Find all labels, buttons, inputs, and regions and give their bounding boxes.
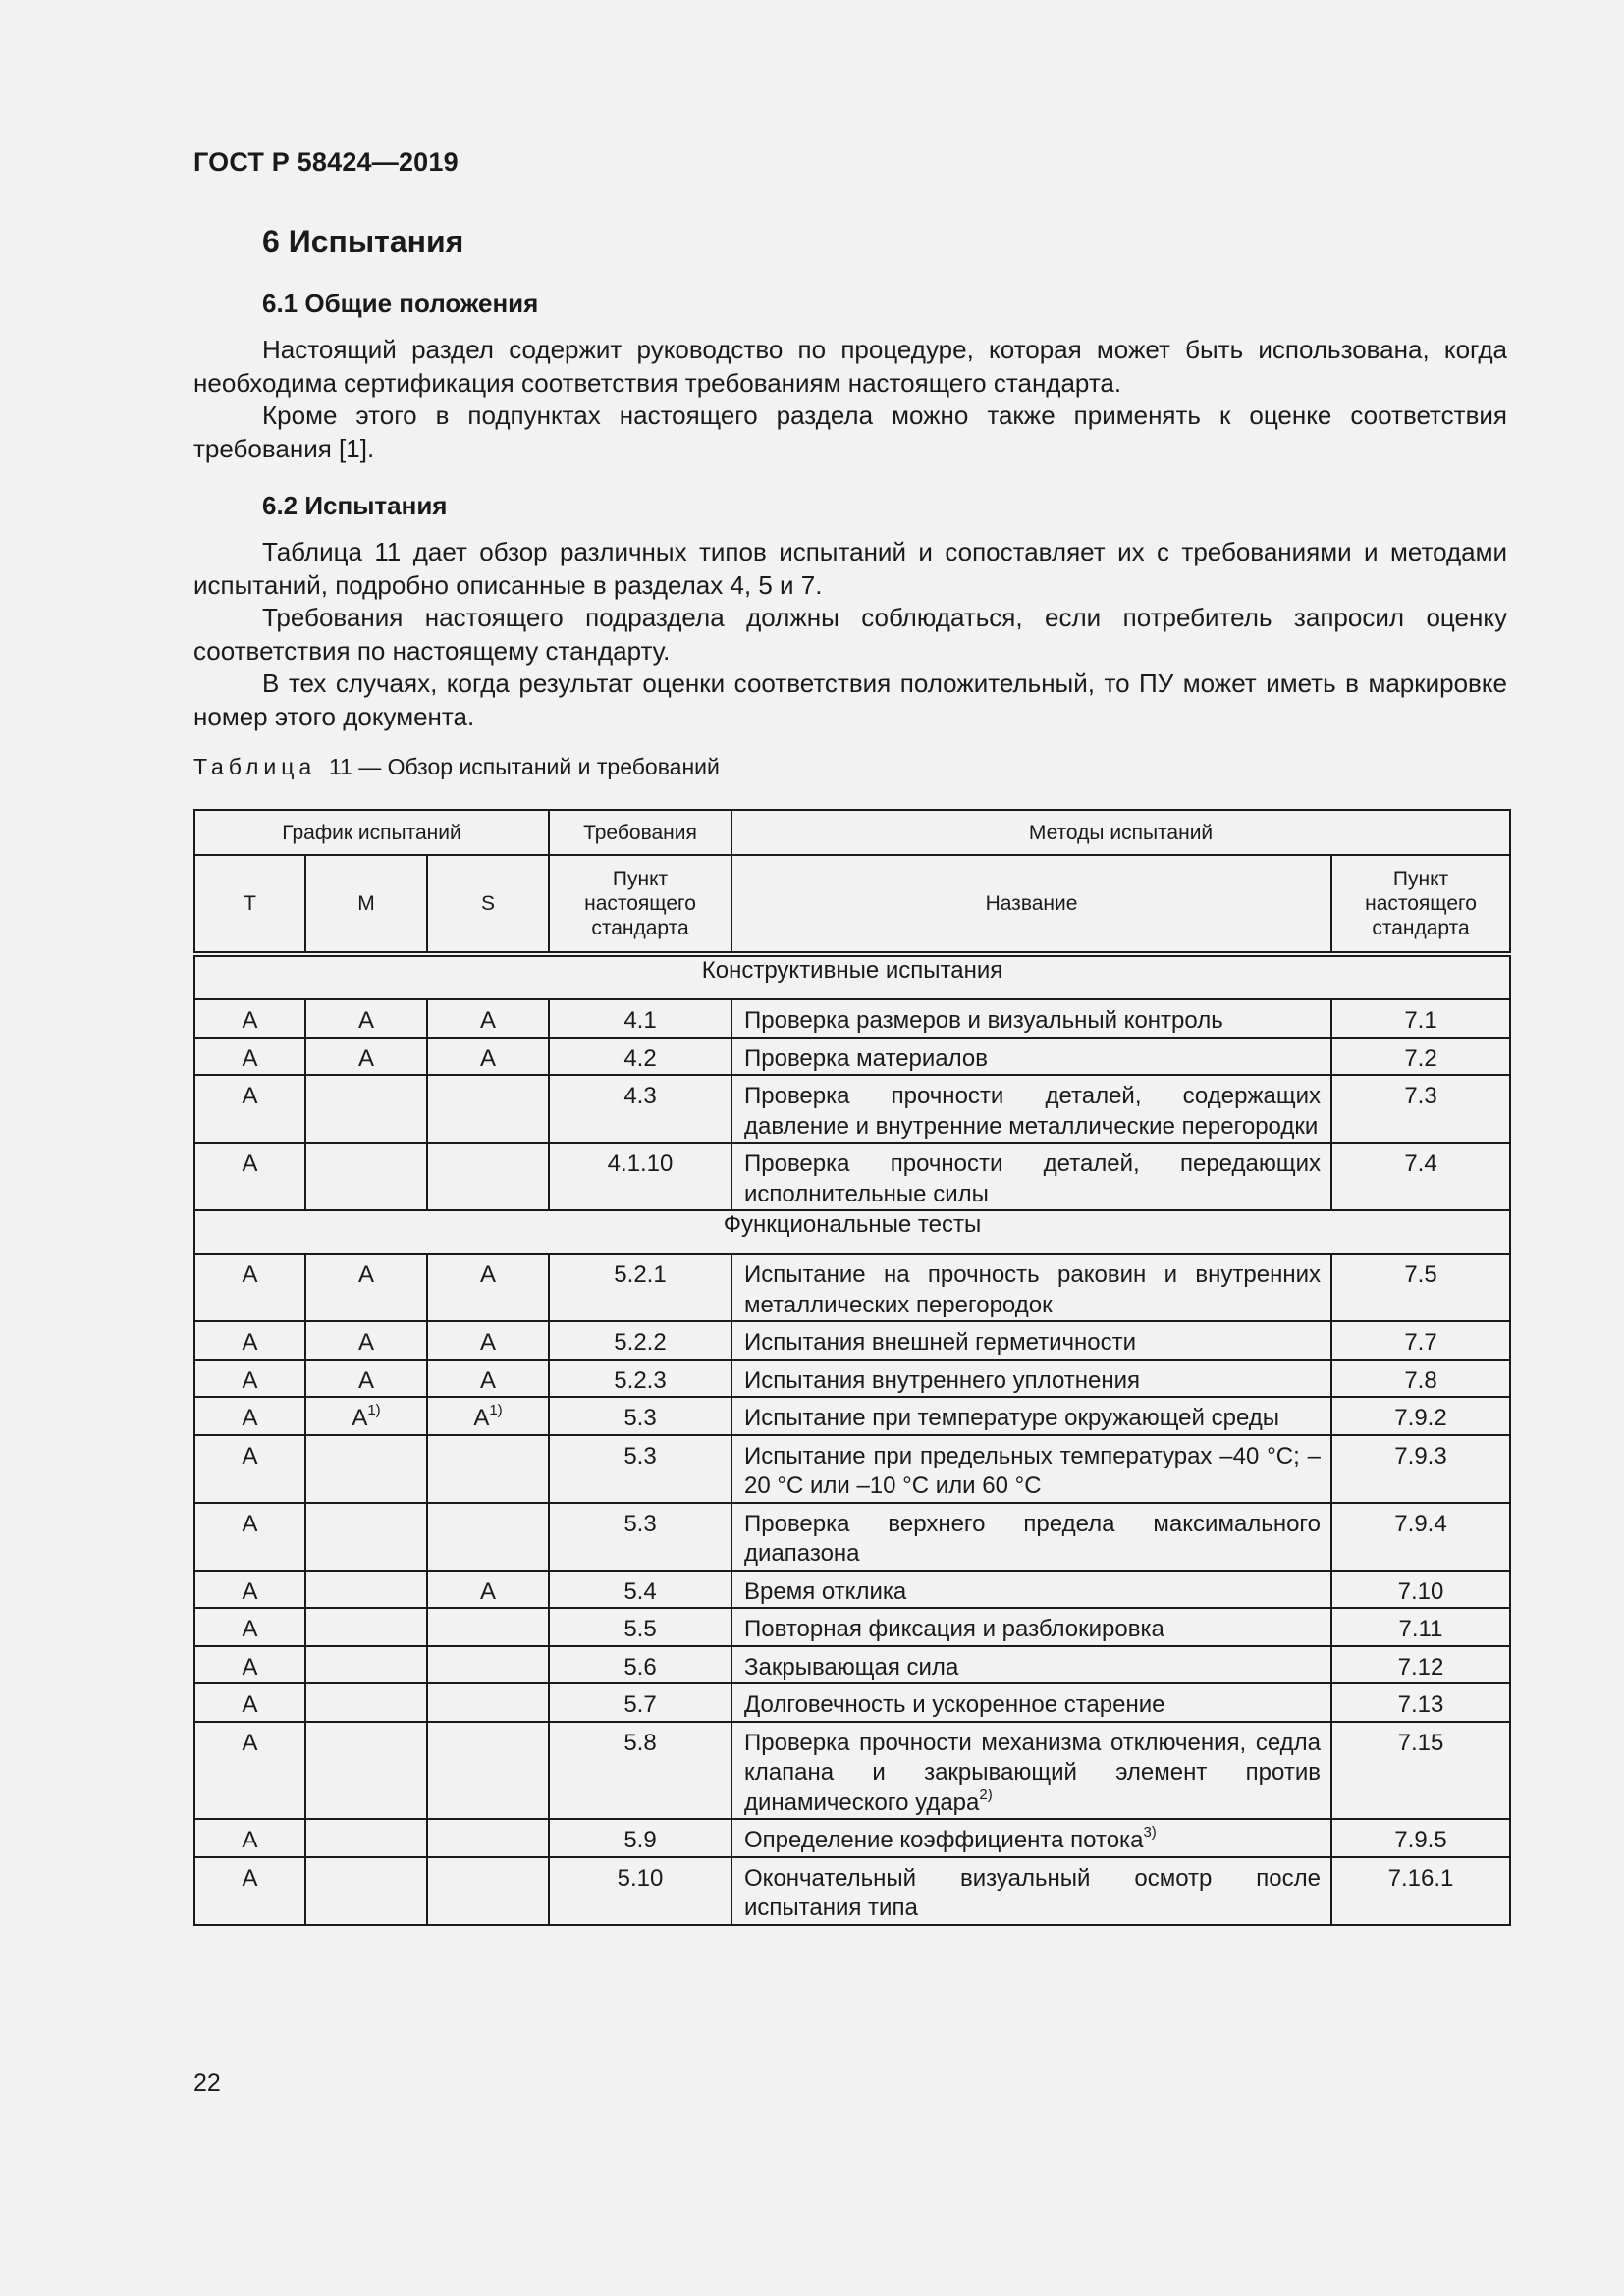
cell-m [305,1038,427,1076]
cell-t [194,1503,305,1571]
cell-requirement-clause [549,1683,731,1722]
paragraph: Таблица 11 дает обзор различных типов испытаний и сопоставляет их с требованиями и методами испытаний, подробно описанные в разделах 4, 5 и 7. [193,537,1507,600]
cell-s-text: A [479,1577,496,1605]
cell-t-text: A [242,1827,258,1853]
cell-s [427,1503,549,1571]
cell-requirement-clause [549,1038,731,1076]
cell-method-clause-text: 7.13 [1397,1691,1444,1718]
cell-method-name [731,1397,1331,1435]
table-row [194,1722,1510,1820]
document-id: ГОСТ Р 58424—2019 [193,147,459,177]
cell-method-clause-text: 7.3 [1404,1083,1437,1109]
table-row [194,1321,1510,1360]
cell-s [427,1075,549,1143]
header-m: M [305,855,427,954]
cell-s [427,1435,549,1503]
footnote-ref: 1) [489,1402,503,1418]
cell-method-clause [1331,1360,1510,1398]
footnote-ref: 1) [367,1402,381,1418]
table-row [194,1075,1510,1143]
cell-m [305,1683,427,1722]
table-caption-text: 11 — Обзор испытаний и требований [328,754,720,779]
cell-m [305,1397,427,1435]
cell-method-name [731,1503,1331,1571]
header-clause-methods: Пункт настоящего стандарта [1331,855,1510,954]
cell-s [427,1608,549,1646]
cell-m-text: A [357,1261,374,1288]
cell-m [305,1321,427,1360]
cell-method-name-text: Испытание при предельных температурах –40 °C; –20 °C или –10 °C или 60 °C [744,1442,1321,1499]
cell-requirement-clause [549,1608,731,1646]
cell-s [427,1571,549,1609]
cell-method-clause-text: 7.9.3 [1394,1442,1447,1469]
cell-s [427,1360,549,1398]
cell-t-text: A [242,1366,258,1394]
cell-m [305,1819,427,1857]
header-t: T [194,855,305,954]
table-caption-label: Таблица [193,754,317,779]
cell-method-name-text: Испытание на прочность раковин и внутренних металлических перегородок [744,1261,1321,1318]
cell-t-text: A [242,1442,258,1469]
cell-requirement-clause-text: 5.2.3 [614,1366,667,1394]
cell-t [194,1722,305,1820]
cell-requirement-clause [549,1321,731,1360]
cell-method-name-text: Проверка размеров и визуальный контроль [744,1007,1223,1034]
cell-method-clause [1331,1571,1510,1609]
table-body [194,954,1510,1925]
table-row [194,1608,1510,1646]
cell-method-clause-text: 7.10 [1397,1577,1444,1605]
cell-t [194,1571,305,1609]
cell-method-name-text: Испытания внутреннего уплотнения [744,1366,1141,1394]
paragraph: Кроме этого в подпунктах настоящего раздела можно также применять к оценке соответствия требования [1]. [193,400,1507,463]
cell-t [194,1038,305,1076]
cell-requirement-clause [549,1254,731,1321]
cell-requirement-clause-text: 5.4 [623,1577,657,1605]
cell-t [194,1360,305,1398]
cell-s-text: A [479,1261,496,1288]
cell-requirement-clause-text: 5.2.2 [614,1329,667,1356]
cell-requirement-clause-text: 5.3 [623,1442,657,1469]
header-s: S [427,855,549,954]
cell-method-name-text: Проверка верхнего предела максимального диапазона [744,1510,1321,1567]
cell-method-name-text: Окончательный визуальный осмотр после испытания типа [744,1864,1321,1921]
table-row [194,1143,1510,1210]
header-name: Название [731,855,1331,954]
cell-requirement-clause-text: 4.1.10 [607,1150,674,1177]
subsection-title-general: 6.1 Общие положения [262,289,539,318]
cell-method-clause-text: 7.4 [1404,1150,1437,1177]
cell-method-name-text: Испытание при температуре окружающей среды [744,1405,1280,1431]
cell-requirement-clause-text: 5.5 [623,1616,657,1642]
cell-m-text: A [357,1044,374,1072]
paragraph: Требования настоящего подраздела должны соблюдаться, если потребитель запросил оценку соответствия по настоящему стандарту. [193,603,1507,666]
cell-m-text: A [357,1329,374,1356]
cell-method-name [731,1683,1331,1722]
cell-m [305,1143,427,1210]
cell-requirement-clause [549,1075,731,1143]
cell-method-clause [1331,1819,1510,1857]
cell-s [427,1254,549,1321]
cell-requirement-clause [549,1646,731,1684]
cell-method-clause-text: 7.9.5 [1394,1827,1447,1853]
cell-method-name-text: Определение коэффициента потока [744,1827,1144,1853]
cell-m [305,1435,427,1503]
cell-requirement-clause [549,1857,731,1925]
cell-method-name-text: Проверка прочности механизма отключения, седла клапана и закрывающий элемент против динамического удара [744,1729,1321,1816]
cell-method-clause [1331,1075,1510,1143]
cell-method-clause [1331,1435,1510,1503]
cell-s [427,1722,549,1820]
table-row [194,1503,1510,1571]
cell-requirement-clause [549,1143,731,1210]
cell-method-clause-text: 7.1 [1404,1007,1437,1034]
cell-t [194,999,305,1038]
table-row [194,1646,1510,1684]
cell-t-text: A [242,1510,258,1537]
cell-method-clause [1331,1646,1510,1684]
table-row [194,1571,1510,1609]
cell-m [305,1571,427,1609]
footnote-ref: 3) [1143,1824,1157,1841]
cell-s [427,1819,549,1857]
cell-method-clause-text: 7.9.4 [1394,1510,1447,1537]
table-row [194,1254,1510,1321]
cell-t [194,1075,305,1143]
table-group-row [194,1210,1510,1254]
table-group-title: Функциональные тесты [194,1210,1510,1254]
cell-t-text: A [242,1653,258,1681]
cell-s [427,1857,549,1925]
cell-method-name-text: Проверка прочности деталей, передающих исполнительные силы [744,1150,1321,1207]
cell-method-name [731,1857,1331,1925]
cell-requirement-clause [549,1722,731,1820]
cell-method-name [731,1435,1331,1503]
table-row [194,1683,1510,1722]
cell-method-clause [1331,1683,1510,1722]
cell-method-name-text: Проверка прочности деталей, содержащих давление и внутренние металлические перегородки [744,1083,1321,1140]
tests-table [193,809,1511,1926]
cell-t [194,1254,305,1321]
cell-s [427,1397,549,1435]
table-row [194,1435,1510,1503]
cell-s-text: A [479,1007,496,1034]
cell-t [194,1397,305,1435]
cell-s-text: A [473,1405,490,1431]
cell-method-clause [1331,999,1510,1038]
cell-requirement-clause [549,1819,731,1857]
header-clause-requirements: Пункт настоящего стандарта [549,855,731,954]
cell-method-clause-text: 7.15 [1397,1729,1444,1756]
cell-method-name-text: Долговечность и ускоренное старение [744,1691,1165,1718]
paragraph: Настоящий раздел содержит руководство по процедуре, которая может быть использована, когда необходима сертификация соответствия требованиям настоящего стандарта. [193,335,1507,398]
cell-requirement-clause-text: 4.2 [623,1044,657,1072]
cell-requirement-clause [549,999,731,1038]
cell-requirement-clause-text: 5.8 [623,1729,657,1756]
table-group-row [194,954,1510,999]
cell-t-text: A [242,1007,258,1034]
table-row [194,1857,1510,1925]
cell-s [427,1683,549,1722]
cell-t-text: A [242,1577,258,1605]
cell-m [305,1608,427,1646]
table-row [194,1397,1510,1435]
cell-method-name [731,1819,1331,1857]
cell-s [427,1646,549,1684]
cell-method-clause [1331,1503,1510,1571]
cell-t-text: A [242,1616,258,1642]
cell-t-text: A [242,1329,258,1356]
cell-method-clause-text: 7.11 [1398,1616,1443,1642]
cell-requirement-clause-text: 5.6 [623,1653,657,1681]
cell-s [427,999,549,1038]
cell-m-text: A [357,1366,374,1394]
cell-method-name [731,999,1331,1038]
cell-method-name-text: Проверка материалов [744,1044,989,1072]
cell-t [194,1435,305,1503]
cell-method-clause-text: 7.2 [1404,1044,1437,1072]
cell-requirement-clause [549,1571,731,1609]
cell-method-clause [1331,1254,1510,1321]
cell-requirement-clause-text: 5.9 [623,1827,657,1853]
cell-t [194,1321,305,1360]
cell-t-text: A [242,1729,258,1756]
cell-s [427,1143,549,1210]
cell-method-name [731,1360,1331,1398]
page-number: 22 [193,2069,221,2097]
cell-m [305,999,427,1038]
cell-t-text: A [242,1044,258,1072]
header-schedule: График испытаний [194,810,549,855]
table-row [194,1819,1510,1857]
cell-method-name-text: Закрывающая сила [744,1653,959,1681]
cell-s-text: A [479,1366,496,1394]
cell-m [305,1857,427,1925]
cell-m [305,1360,427,1398]
table-row [194,1038,1510,1076]
cell-method-clause-text: 7.5 [1404,1261,1437,1288]
cell-m [305,1075,427,1143]
footnote-ref: 2) [979,1786,993,1803]
cell-requirement-clause [549,1503,731,1571]
cell-s [427,1038,549,1076]
cell-method-name-text: Испытания внешней герметичности [744,1329,1137,1356]
table-group-title: Конструктивные испытания [194,954,1510,999]
cell-method-clause [1331,1608,1510,1646]
cell-t-text: A [242,1261,258,1288]
cell-t [194,1646,305,1684]
cell-t-text: A [242,1864,258,1892]
table-row [194,999,1510,1038]
cell-method-name [731,1143,1331,1210]
cell-method-name [731,1571,1331,1609]
cell-m [305,1503,427,1571]
paragraph: В тех случаях, когда результат оценки соответствия положительный, то ПУ может иметь в маркировке номер этого документа. [193,668,1507,731]
cell-method-name [731,1038,1331,1076]
cell-method-clause [1331,1397,1510,1435]
cell-requirement-clause-text: 5.10 [617,1864,664,1892]
cell-method-clause [1331,1722,1510,1820]
cell-requirement-clause-text: 5.3 [623,1510,657,1537]
cell-requirement-clause-text: 4.1 [623,1007,657,1034]
cell-t [194,1857,305,1925]
cell-method-clause [1331,1143,1510,1210]
cell-requirement-clause [549,1397,731,1435]
cell-method-name [731,1722,1331,1820]
cell-method-name [731,1075,1331,1143]
cell-method-name-text: Время отклика [744,1577,907,1605]
cell-s-text: A [479,1044,496,1072]
cell-t-text: A [242,1405,258,1431]
cell-m [305,1722,427,1820]
section-title: 6 Испытания [262,224,464,259]
cell-t-text: A [242,1083,258,1109]
cell-t-text: A [242,1150,258,1177]
cell-t [194,1608,305,1646]
cell-method-clause [1331,1321,1510,1360]
cell-t [194,1683,305,1722]
cell-method-clause [1331,1038,1510,1076]
cell-method-name [731,1646,1331,1684]
cell-method-name [731,1254,1331,1321]
cell-method-clause [1331,1857,1510,1925]
cell-requirement-clause-text: 5.3 [623,1405,657,1431]
header-requirements: Требования [549,810,731,855]
cell-s [427,1321,549,1360]
cell-method-clause-text: 7.7 [1404,1329,1437,1356]
cell-method-name [731,1608,1331,1646]
cell-requirement-clause-text: 4.3 [623,1083,657,1109]
cell-method-clause-text: 7.8 [1404,1366,1437,1394]
cell-m-text: A [357,1007,374,1034]
cell-t [194,1143,305,1210]
cell-method-clause-text: 7.12 [1397,1653,1444,1681]
cell-t [194,1819,305,1857]
subsection-title-tests: 6.2 Испытания [262,491,448,520]
table-row [194,1360,1510,1398]
cell-m-text: A [352,1405,368,1431]
header-methods: Методы испытаний [731,810,1510,855]
cell-requirement-clause [549,1360,731,1398]
cell-requirement-clause-text: 5.7 [623,1691,657,1718]
cell-method-name [731,1321,1331,1360]
cell-requirement-clause-text: 5.2.1 [614,1261,667,1288]
table-caption [193,754,720,780]
cell-method-name-text: Повторная фиксация и разблокировка [744,1616,1164,1642]
cell-t-text: A [242,1691,258,1718]
cell-method-clause-text: 7.9.2 [1394,1405,1447,1431]
cell-method-clause-text: 7.16.1 [1387,1864,1454,1892]
cell-m [305,1254,427,1321]
cell-s-text: A [479,1329,496,1356]
cell-requirement-clause [549,1435,731,1503]
cell-m [305,1646,427,1684]
